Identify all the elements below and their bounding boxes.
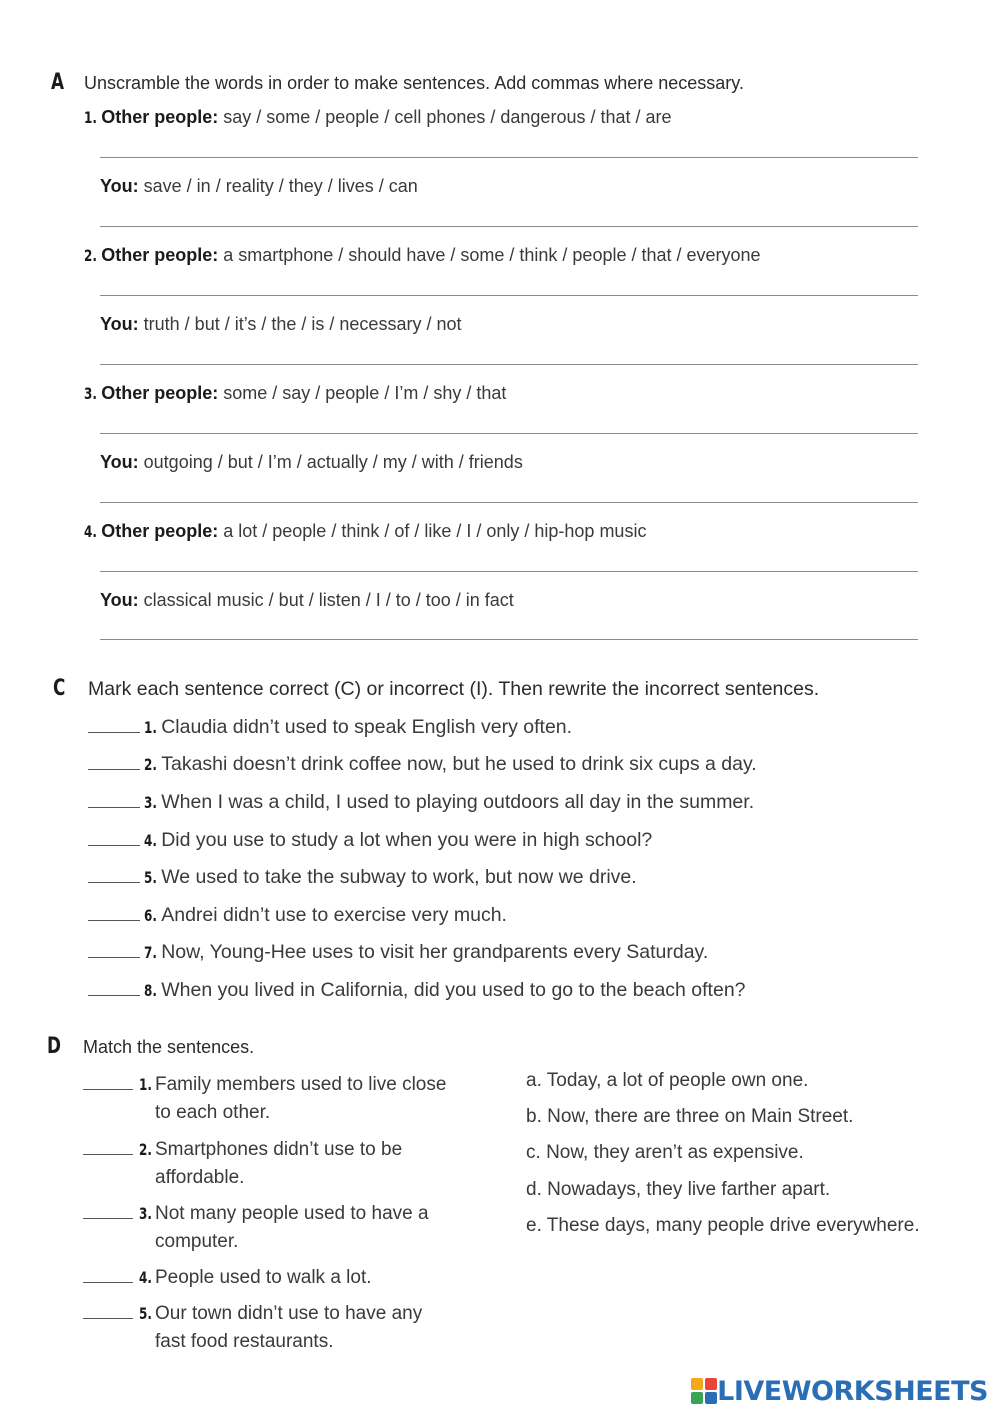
answer-blank[interactable] <box>83 1089 133 1090</box>
option-text: These days, many people drive everywhere. <box>546 1215 920 1236</box>
sentence: We used to take the subway to work, but now we drive. <box>161 866 637 888</box>
item-number: 8. <box>144 981 157 1000</box>
sentence-line2: computer. <box>155 1231 239 1252</box>
item-number: 1. <box>139 1075 152 1094</box>
scrambled-words: outgoing / but / I’m / actually / my / with / friends <box>138 452 523 472</box>
c-item <box>88 941 708 964</box>
a4-you-line <box>100 590 514 611</box>
liveworksheets-logo[interactable] <box>691 1376 988 1406</box>
c-item <box>88 753 757 776</box>
d-item <box>139 1136 402 1192</box>
answer-blank[interactable] <box>88 919 140 921</box>
a3-you-line <box>100 452 523 473</box>
speaker-label: You: <box>100 452 139 472</box>
scrambled-words: save / in / reality / they / lives / can <box>138 176 418 196</box>
c-item <box>88 904 507 927</box>
section-c-letter: C <box>53 676 66 701</box>
d-option <box>526 1070 808 1092</box>
scrambled-words: truth / but / it’s / the / is / necessary / not <box>138 314 462 334</box>
answer-blank[interactable] <box>88 881 140 883</box>
answer-blank[interactable] <box>88 731 140 733</box>
option-letter: d. <box>526 1179 542 1200</box>
speaker-label: You: <box>100 314 139 334</box>
logo-mark-icon <box>691 1378 717 1404</box>
option-letter: b. <box>526 1106 542 1127</box>
item-number: 1. <box>144 718 157 737</box>
section-c-instruction: Mark each sentence correct (C) or incorrect (I). Then rewrite the incorrect sentences. <box>88 678 820 700</box>
sentence-line1: Smartphones didn’t use to be <box>155 1139 403 1160</box>
a4-other-line <box>84 521 646 542</box>
c-item <box>88 829 652 852</box>
c-item <box>88 866 637 889</box>
speaker-label: Other people: <box>101 521 219 541</box>
section-d-instruction: Match the sentences. <box>83 1037 255 1057</box>
answer-blank[interactable] <box>88 994 140 996</box>
sentence: Takashi doesn’t drink coffee now, but he used to drink six cups a day. <box>161 753 757 775</box>
answer-line[interactable] <box>100 226 918 227</box>
speaker-label: Other people: <box>101 107 219 127</box>
item-number: 7. <box>144 943 157 962</box>
c-item <box>88 979 746 1002</box>
scrambled-words: a smartphone / should have / some / think / people / that / everyone <box>218 245 761 265</box>
item-number: 4. <box>144 831 157 850</box>
option-letter: e. <box>526 1215 542 1236</box>
a2-other-line <box>84 245 761 266</box>
answer-line[interactable] <box>100 364 918 365</box>
option-text: Today, a lot of people own one. <box>546 1070 809 1091</box>
section-d-letter: D <box>47 1034 61 1059</box>
sentence: Now, Young-Hee uses to visit her grandparents every Saturday. <box>161 941 709 963</box>
item-number: 3. <box>144 793 157 812</box>
sentence-line2: to each other. <box>155 1102 271 1123</box>
sentence-line1: People used to walk a lot. <box>155 1267 372 1288</box>
section-a-instruction: Unscramble the words in order to make sentences. Add commas where necessary. <box>84 73 744 93</box>
a2-you-line <box>100 314 461 335</box>
item-number: 3. <box>84 384 97 403</box>
answer-blank[interactable] <box>88 956 140 958</box>
sentence-line1: Family members used to live close <box>155 1074 447 1095</box>
a1-other-line <box>84 107 672 128</box>
answer-blank[interactable] <box>83 1318 133 1319</box>
a3-other-line <box>84 383 506 404</box>
scrambled-words: classical music / but / listen / I / to / too / in fact <box>138 590 514 610</box>
item-number: 4. <box>84 522 97 541</box>
item-number: 6. <box>144 906 157 925</box>
option-text: Now, they aren’t as expensive. <box>546 1142 804 1163</box>
answer-blank[interactable] <box>83 1218 133 1219</box>
item-number: 2. <box>139 1140 152 1159</box>
c-item <box>88 791 754 814</box>
answer-blank[interactable] <box>83 1154 133 1155</box>
sentence: Claudia didn’t used to speak English very often. <box>161 716 573 738</box>
scrambled-words: say / some / people / cell phones / dangerous / that / are <box>218 107 672 127</box>
option-letter: c. <box>526 1142 541 1163</box>
scrambled-words: a lot / people / think / of / like / I / only / hip-hop music <box>218 521 647 541</box>
a1-you-line <box>100 176 418 197</box>
item-number: 5. <box>139 1304 152 1323</box>
d-option <box>526 1215 920 1237</box>
d-item <box>139 1300 422 1356</box>
answer-line[interactable] <box>100 502 918 503</box>
option-text: Now, there are three on Main Street. <box>547 1106 854 1127</box>
d-item <box>139 1200 429 1256</box>
answer-line[interactable] <box>100 571 918 572</box>
answer-line[interactable] <box>100 639 918 640</box>
answer-line[interactable] <box>100 157 918 158</box>
sentence-line2: fast food restaurants. <box>155 1331 334 1352</box>
section-a-letter: A <box>51 70 65 95</box>
d-option <box>526 1142 804 1164</box>
item-number: 4. <box>139 1268 152 1287</box>
logo-text: LIVEWORKSHEETS <box>717 1375 988 1407</box>
d-option <box>526 1179 830 1201</box>
option-text: Nowadays, they live farther apart. <box>547 1179 831 1200</box>
option-letter: a. <box>526 1070 542 1091</box>
scrambled-words: some / say / people / I’m / shy / that <box>218 383 507 403</box>
item-number: 3. <box>139 1204 152 1223</box>
d-item <box>139 1071 446 1127</box>
item-number: 2. <box>84 246 97 265</box>
c-item <box>88 716 572 739</box>
sentence-line1: Not many people used to have a <box>155 1203 429 1224</box>
sentence-line2: affordable. <box>155 1167 245 1188</box>
sentence: Did you use to study a lot when you were in high school? <box>161 829 653 851</box>
item-number: 1. <box>84 108 97 127</box>
speaker-label: You: <box>100 590 139 610</box>
sentence: When you lived in California, did you used to go to the beach often? <box>161 979 746 1001</box>
speaker-label: Other people: <box>101 245 219 265</box>
answer-blank[interactable] <box>83 1282 133 1283</box>
answer-line[interactable] <box>100 433 918 434</box>
d-option <box>526 1106 853 1128</box>
answer-blank[interactable] <box>88 844 140 846</box>
answer-blank[interactable] <box>88 806 140 808</box>
speaker-label: You: <box>100 176 139 196</box>
sentence: Andrei didn’t use to exercise very much. <box>161 904 507 926</box>
answer-line[interactable] <box>100 295 918 296</box>
speaker-label: Other people: <box>101 383 219 403</box>
item-number: 5. <box>144 868 157 887</box>
d-item <box>139 1264 372 1292</box>
sentence: When I was a child, I used to playing outdoors all day in the summer. <box>161 791 755 813</box>
sentence-line1: Our town didn’t use to have any <box>155 1303 423 1324</box>
answer-blank[interactable] <box>88 768 140 770</box>
item-number: 2. <box>144 755 157 774</box>
